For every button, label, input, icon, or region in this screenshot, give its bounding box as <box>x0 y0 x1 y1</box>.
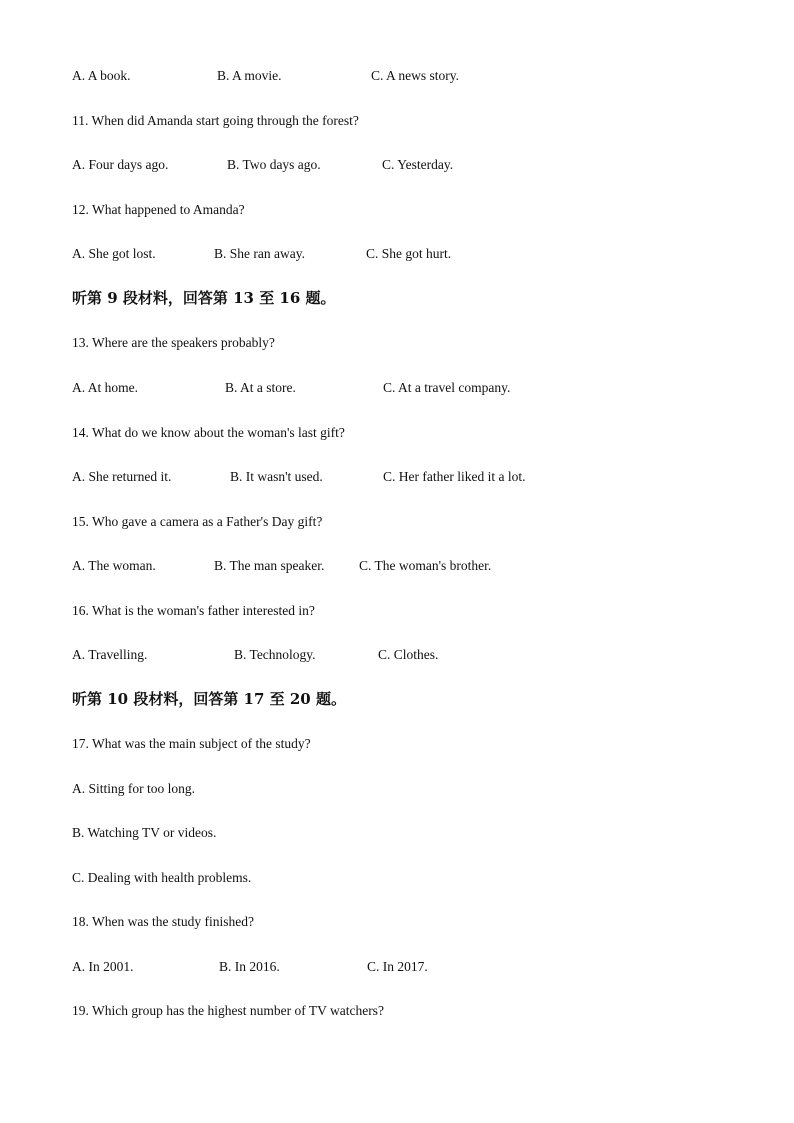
q16-option-a: A. Travelling. <box>72 647 148 662</box>
q14-option-b: B. It wasn't used. <box>230 469 323 484</box>
q14-option-c: C. Her father liked it a lot. <box>383 469 526 484</box>
q14-option-a: A. She returned it. <box>72 469 172 484</box>
q19-question: 19. Which group has the highest number of TV watchers? <box>72 1003 384 1018</box>
q17-option-a: A. Sitting for too long. <box>72 781 196 796</box>
q16-option-b: B. Technology. <box>234 647 316 662</box>
q17-question: 17. What was the main subject of the study? <box>72 736 311 751</box>
q13-question: 13. Where are the speakers probably? <box>72 335 275 350</box>
q18-option-b: B. In 2016. <box>219 959 280 974</box>
q11-option-a: A. Four days ago. <box>72 157 169 172</box>
q12-question: 12. What happened to Amanda? <box>72 202 245 217</box>
section-9-heading: 听第 9 段材料，回答第 13 至 16 题。 <box>72 289 336 307</box>
q13-option-b: B. At a store. <box>225 380 296 395</box>
q10-option-b: B. A movie. <box>217 68 282 83</box>
q12-option-a: A. She got lost. <box>72 246 156 261</box>
section-10-heading: 听第 10 段材料，回答第 17 至 20 题。 <box>72 690 346 708</box>
q18-option-c: C. In 2017. <box>367 959 428 974</box>
q11-question: 11. When did Amanda start going through the forest? <box>72 113 359 128</box>
q16-question: 16. What is the woman's father interested in? <box>72 603 315 618</box>
q11-option-c: C. Yesterday. <box>382 157 454 172</box>
q15-option-c: C. The woman's brother. <box>359 558 492 573</box>
q17-option-c: C. Dealing with health problems. <box>72 870 252 885</box>
q16-option-c: C. Clothes. <box>378 647 439 662</box>
q15-option-a: A. The woman. <box>72 558 156 573</box>
q14-question: 14. What do we know about the woman's last gift? <box>72 425 345 440</box>
q18-question: 18. When was the study finished? <box>72 914 254 929</box>
q13-option-c: C. At a travel company. <box>383 380 511 395</box>
q10-option-c: C. A news story. <box>371 68 460 83</box>
q18-option-a: A. In 2001. <box>72 959 134 974</box>
q15-option-b: B. The man speaker. <box>214 558 325 573</box>
q10-option-a: A. A book. <box>72 68 131 83</box>
q12-option-b: B. She ran away. <box>214 246 305 261</box>
q17-option-b: B. Watching TV or videos. <box>72 825 217 840</box>
q11-option-b: B. Two days ago. <box>227 157 321 172</box>
q13-option-a: A. At home. <box>72 380 138 395</box>
q15-question: 15. Who gave a camera as a Father's Day gift? <box>72 514 323 529</box>
q12-option-c: C. She got hurt. <box>366 246 452 261</box>
